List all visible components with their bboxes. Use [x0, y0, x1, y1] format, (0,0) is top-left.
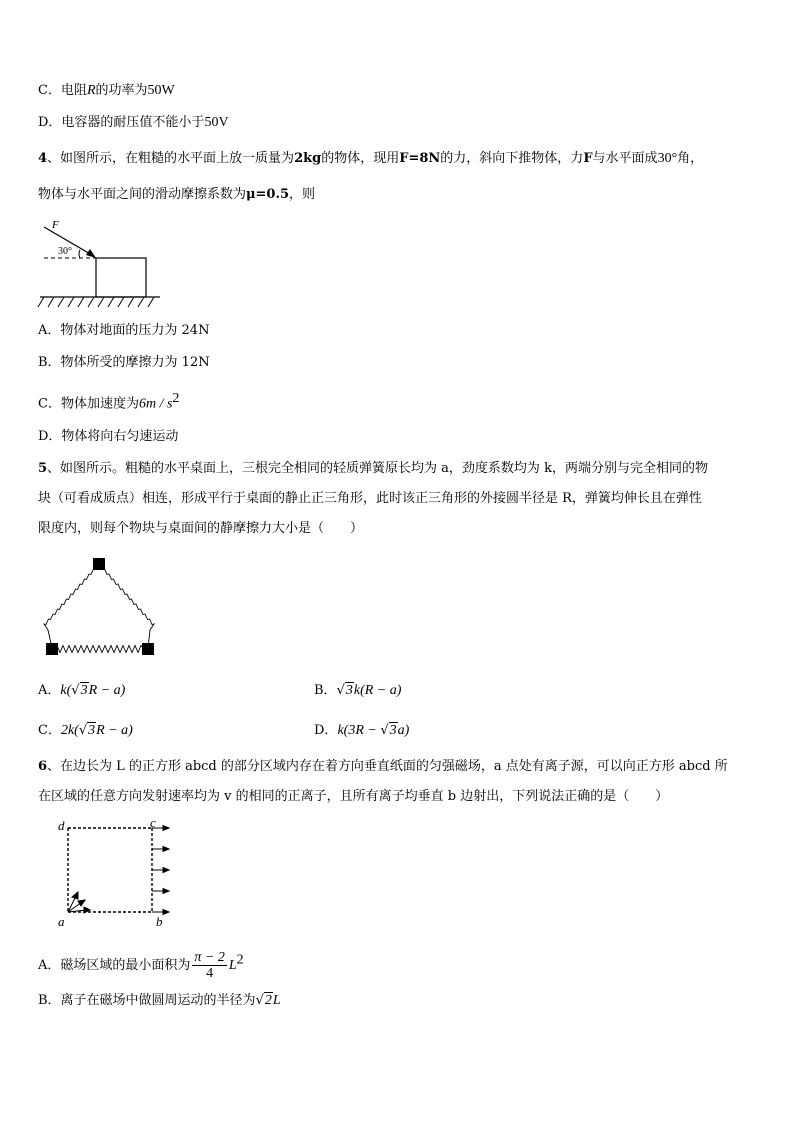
block-left [46, 643, 58, 655]
q4-stem-line2: 物体与水平面之间的滑动摩擦系数为μ=0.5，则 [38, 187, 316, 202]
q5-option-a: A．k(√3R − a) [38, 683, 126, 698]
q4-stem-line1: 4、如图所示，在粗糙的水平面上放一质量为2kg的物体，现用F=8N的力，斜向下推物体，力F与水平面成30°角， [38, 151, 704, 166]
block [96, 258, 146, 297]
q5-stem-line1: 5、如图所示。粗糙的水平桌面上，三根完全相同的轻质弹簧原长均为 a，劲度系数均为 k，两端分别与完全相同的物 [38, 461, 708, 476]
block-right [142, 643, 154, 655]
q6-figure [52, 816, 182, 928]
q6-stem-line2: 在区域的任意方向发射速率均为 v 的相同的正离子，且所有离子均垂直 b 边射出，下列说法正确的是（ ） [38, 789, 669, 804]
q5-option-c: C．2k(√3R − a) [38, 723, 133, 738]
corner-b: b [156, 914, 163, 928]
force-label: F [52, 219, 59, 231]
corner-a: a [58, 914, 65, 928]
corner-c: c [150, 816, 156, 830]
exit-arrows [152, 826, 169, 915]
q4-option-d: D．物体将向右匀速运动 [38, 429, 179, 444]
option-d-prev: D．电容器的耐压值不能小于50V [38, 115, 229, 130]
q6-option-b: B．离子在磁场中做圆周运动的半径为√2L [38, 993, 281, 1008]
option-c-prev: C．电阻R的功率为50W [38, 83, 175, 98]
q5-option-b: B．√3k(R − a) [314, 683, 402, 698]
q4-option-a: A．物体对地面的压力为 24N [38, 323, 210, 338]
q4-figure [36, 215, 166, 310]
q6-option-a: A．磁场区域的最小面积为 $\frac{\pi - 2}{4}$ $L^2$ [38, 950, 244, 981]
q4-option-b: B．物体所受的摩擦力为 12N [38, 355, 210, 370]
q5-stem-line2: 块（可看成质点）相连，形成平行于桌面的静止正三角形，此时该正三角形的外接圆半径是 R，弹簧均伸长且在弹性 [38, 491, 702, 506]
spring-bottom [54, 646, 144, 653]
q6-stem-line1: 6、在边长为 L 的正方形 abcd 的部分区域内存在着方向垂直纸面的匀强磁场，a 点处有离子源，可以向正方形 abcd 所 [38, 759, 728, 774]
source-arrows [68, 892, 90, 913]
spring-right [100, 564, 154, 648]
angle-label: 30° [58, 246, 72, 257]
q4-option-c: C．物体加速度为$6m / s^2$ [38, 391, 180, 412]
q5-option-d: D．k(3R − √3a) [314, 723, 410, 738]
block-top [93, 558, 105, 570]
spring-left [44, 564, 98, 648]
q5-figure [40, 556, 162, 660]
q5-stem-line3: 限度内，则每个物块与桌面间的静摩擦力大小是（ ） [38, 521, 364, 536]
corner-d: d [58, 818, 65, 833]
fraction: $\frac{\pi - 2}{4}$ [194, 950, 225, 981]
